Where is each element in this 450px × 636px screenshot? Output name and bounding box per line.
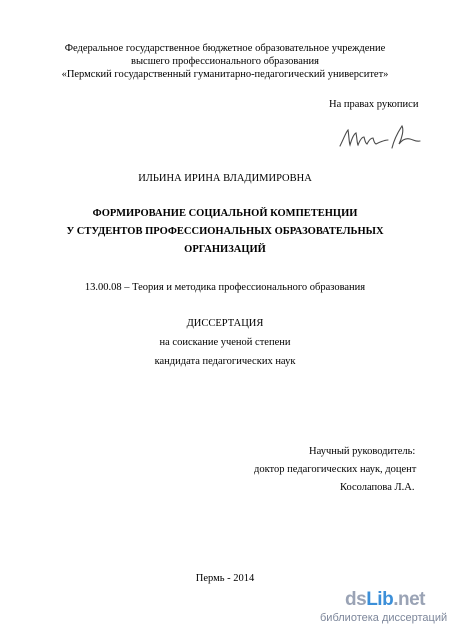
watermark-logo-part1: ds — [345, 589, 367, 610]
document-type: ДИССЕРТАЦИЯ — [186, 318, 264, 329]
supervisor-label: Научный руководитель: — [309, 446, 416, 457]
city-year: Пермь - 2014 — [195, 573, 255, 584]
watermark-logo-part3: .net — [393, 589, 425, 610]
watermark-subtitle: библиотека диссертаций — [320, 612, 448, 624]
institution-line-2: высшего профессионального образования — [131, 56, 319, 67]
watermark-logo-part2: Lib — [366, 589, 394, 610]
handwritten-signature — [336, 118, 426, 158]
thesis-title-line-1: ФОРМИРОВАНИЕ СОЦИАЛЬНОЙ КОМПЕТЕНЦИИ — [92, 208, 358, 219]
watermark-logo — [345, 589, 425, 611]
specialty-code: 13.00.08 – Теория и методика профессионального образования — [84, 282, 366, 293]
institution-line-3: «Пермский государственный гуманитарно-педагогический университет» — [61, 69, 389, 80]
thesis-title-line-3: ОРГАНИЗАЦИЙ — [184, 244, 266, 255]
supervisor-name: Косолапова Л.А. — [340, 482, 415, 493]
thesis-title-line-2: У СТУДЕНТОВ ПРОФЕССИОНАЛЬНЫХ ОБРАЗОВАТЕЛЬНЫХ — [66, 226, 384, 237]
supervisor-rank: доктор педагогических наук, доцент — [254, 464, 417, 475]
degree-line-2: кандидата педагогических наук — [154, 356, 296, 367]
author-name: ИЛЬИНА ИРИНА ВЛАДИМИРОВНА — [138, 173, 312, 184]
institution-line-1: Федеральное государственное бюджетное образовательное учреждение — [64, 43, 386, 54]
rights-note: На правах рукописи — [329, 99, 419, 110]
degree-line-1: на соискание ученой степени — [159, 337, 291, 348]
